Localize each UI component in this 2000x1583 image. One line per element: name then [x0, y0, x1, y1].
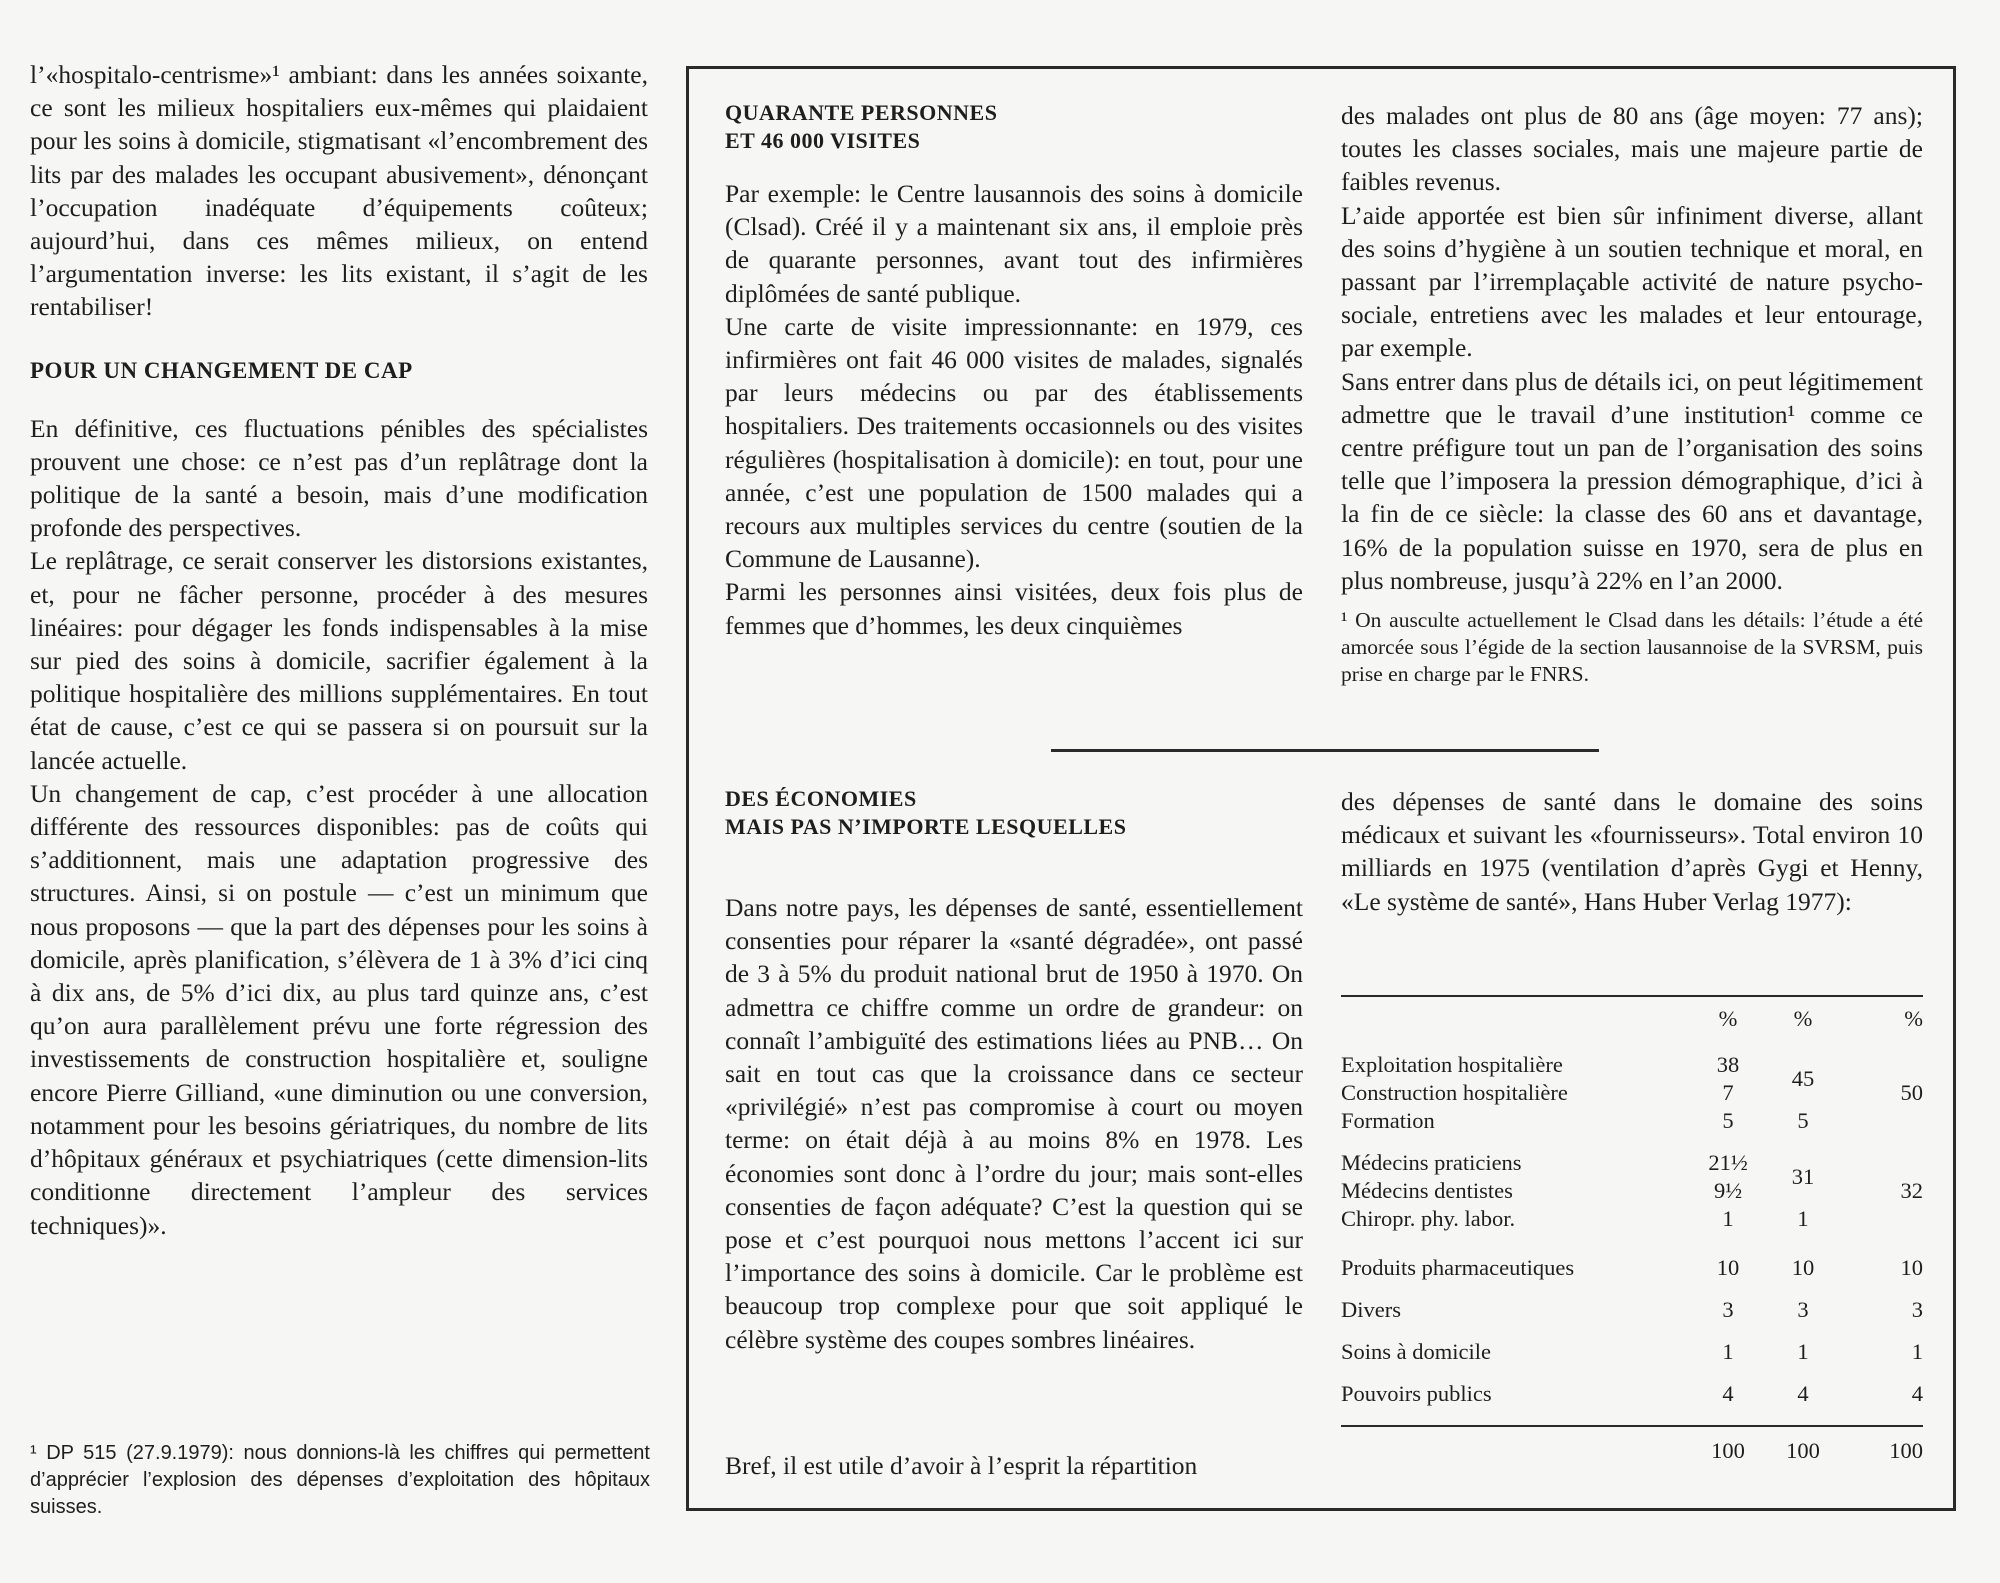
row-label: Médecins praticiens — [1341, 1150, 1522, 1175]
paragraph: Parmi les personnes ainsi visitées, deux fois plus de femmes que d’hommes, les deux cinquièmes — [725, 577, 1303, 640]
paragraph: Une carte de visite impressionnante: en 1979, ces infirmières ont fait 46 000 visites de malades, signalés par leurs médecins ou par des établissements hospitaliers. Des traitements occasionnels ou des visites régulières (hospitalisation à domicile): en tout, pour une année, c’est une population de 1500 malades qui a recours aux multiples services du centre (soutien de la Commune de Lausanne). — [725, 311, 1303, 574]
heading-line: ET 46 000 VISITES — [725, 128, 921, 153]
cell: 1 — [1722, 1206, 1734, 1231]
total-cell: 100 — [1711, 1438, 1745, 1463]
row-label: Divers — [1341, 1297, 1401, 1322]
table-row — [1341, 1247, 1923, 1289]
section-heading-changement-de-cap: POUR UN CHANGEMENT DE CAP — [30, 357, 413, 383]
cell: 1 — [1911, 1339, 1923, 1364]
cell: 1 — [1797, 1206, 1809, 1231]
table-row — [1341, 1107, 1923, 1135]
cell: 3 — [1911, 1297, 1923, 1322]
section2-left-column — [725, 785, 1303, 1356]
cell: 38 — [1716, 1052, 1740, 1077]
paragraph: des dépenses de santé dans le domaine des soins médicaux et suivant les «fournisseurs». Total environ 10 milliards en 1975 (ventilation d’après Gygi et Henny, «Le système de santé», Hans Huber Verlag 1977): — [1341, 787, 1923, 916]
paragraph: Le replâtrage, ce serait conserver les distorsions existantes, et, pour ne fâcher personne, procéder à des mesures linéaires: pour dégager les fonds indispensables à la mise sur pied des soins à domicile, sacrifier également à la politique hospitalière des millions supplémentaires. En tout état de cause, c’est ce qui se passera si on poursuit sur la lancée actuelle. — [30, 546, 648, 775]
cell: 45 — [1791, 1066, 1815, 1091]
column-header: % — [1718, 1006, 1738, 1031]
row-label: Formation — [1341, 1108, 1435, 1133]
section-divider — [1051, 749, 1599, 752]
paragraph: Dans notre pays, les dépenses de santé, essentiellement consenties pour réparer la «santé dégradée», ont passé de 3 à 5% du produit national brut de 1950 à 1970. On admettra ce chiffre comme un ordre de grandeur: on connaît l’ambiguïté des estimations liées au PNB… On sait en tout cas que la croissance dans ce secteur «privilégié» n’est pas compromise à court ou moyen terme: on était déjà à au moins 8% en 1978. Les économies sont donc à l’ordre du jour; mais sont-elles consenties de façon adéquate? C’est la question qui se pose et c’est pourquoi nous mettons l’accent ici sur l’importance des soins à domicile. Car le problème est beaucoup trop complexe pour que soit appliqué le célèbre système des coupes sombres linéaires. — [725, 893, 1303, 1354]
row-label: Construction hospitalière — [1341, 1080, 1568, 1105]
cell: 10 — [1716, 1255, 1740, 1280]
table-row — [1341, 1289, 1923, 1331]
section2-right-column — [1341, 785, 1923, 918]
cell: 21½ — [1708, 1150, 1748, 1175]
table-row — [1341, 1149, 1923, 1177]
total-cell: 100 — [1786, 1438, 1820, 1463]
footnote: ¹ On ausculte actuellement le Clsad dans les détails: l’étude a été amorcée sous l’égide de la section lausannoise de la SVRSM, puis prise en charge par le FNRS. — [1341, 608, 1923, 687]
paragraph: Un changement de cap, c’est procéder à une allocation différente des ressources disponibles: pas de coûts qui s’additionnent, mais une adaptation progressive des structures. Ainsi, si on postule — c’est un minimum que nous proposons — que la part des dépenses pour les soins à domicile, après planification, s’élèvera de 1 à 3% d’ici cinq à dix ans, de 5% d’ici dix, au plus tard quinze ans, c’est qu’on aura parallèlement prévu une forte régression des investissements de construction hospitalière et, souligne encore Pierre Gilliand, «une diminution ou une conversion, notamment pour les besoins gériatriques, du nombre de lits d’hôpitaux généraux et psychiatriques (cette dimension-lits conditionne directement l’ampleur des services techniques)». — [30, 778, 648, 1240]
row-label: Chiropr. phy. labor. — [1341, 1206, 1516, 1231]
cell: 9½ — [1713, 1178, 1743, 1203]
row-label: Soins à domicile — [1341, 1339, 1491, 1364]
column-header: % — [1904, 1006, 1923, 1031]
cell: 1 — [1722, 1339, 1734, 1364]
total-cell: 100 — [1889, 1438, 1923, 1463]
cell: 32 — [1900, 1178, 1923, 1203]
cell: 3 — [1797, 1297, 1809, 1322]
section1-right-column — [1341, 99, 1923, 688]
paragraph: Par exemple: le Centre lausannois des soins à domicile (Clsad). Créé il y a maintenant six ans, il emploie près de quarante personnes, avant tout des infirmières diplômées de santé publique. — [725, 179, 1303, 308]
boxed-inset — [686, 66, 1956, 1511]
expenses-table — [1341, 995, 1923, 1475]
table-row — [1341, 1205, 1923, 1233]
row-label: Médecins dentistes — [1341, 1178, 1513, 1203]
heading-line: QUARANTE PERSONNES — [725, 100, 998, 125]
section-heading-des-economies — [725, 785, 1303, 841]
paragraph: Sans entrer dans plus de détails ici, on peut légitimement admettre que le travail d’une institution¹ comme ce centre préfigure tout un pan de l’organisation des soins telle que l’imposera la pression démographique, d’ici à la fin de ce siècle: la classe des 60 ans et davantage, 16% de la population suisse en 1970, sera de plus en plus nombreuse, jusqu’à 22% en l’an 2000. — [1341, 366, 1923, 595]
cell: 5 — [1722, 1108, 1734, 1133]
table-row — [1341, 1051, 1923, 1079]
paragraph: En définitive, ces fluctuations pénibles des spécialistes prouvent une chose: ce n’est pas d’un replâtrage dont la politique de la santé a besoin, mais d’une modification profonde des perspectives. — [30, 413, 648, 543]
cell: 10 — [1791, 1255, 1815, 1280]
cell: 1 — [1797, 1339, 1809, 1364]
cell: 7 — [1722, 1080, 1734, 1105]
row-label: Pouvoirs publics — [1341, 1381, 1492, 1406]
column-header: % — [1793, 1006, 1813, 1031]
cell: 31 — [1791, 1164, 1815, 1189]
closing-line: Bref, il est utile d’avoir à l’esprit la répartition — [725, 1451, 1198, 1480]
section-heading-quarante-personnes — [725, 99, 1303, 155]
cell: 10 — [1900, 1255, 1923, 1280]
heading-line: MAIS PAS N’IMPORTE LESQUELLES — [725, 814, 1127, 839]
intro-paragraph: l’«hospitalo-centrisme»¹ ambiant: dans les années soixante, ce sont les milieux hospitaliers eux-mêmes qui plaidaient pour les soins à domicile, stigmatisant «l’encombrement des lits par des malades les occupant abusivement», dénonçant l’occupation inadéquate d’équipements coûteux; aujourd’hui, dans ces mêmes milieux, on entend l’argumentation inverse: les lits existant, il s’agit de les rentabiliser! — [30, 60, 648, 322]
paragraph: des malades ont plus de 80 ans (âge moyen: 77 ans); toutes les classes sociales, mais une majeure partie de faibles revenus. — [1341, 101, 1923, 197]
cell: 5 — [1797, 1108, 1809, 1133]
footnote: ¹ DP 515 (27.9.1979): nous donnions-là les chiffres qui permettent d’apprécier l’explosion des dépenses d’exploitation des hôpitaux suisses. — [30, 1442, 650, 1518]
cell: 4 — [1722, 1381, 1734, 1406]
left-column — [30, 58, 648, 1242]
heading-line: DES ÉCONOMIES — [725, 786, 917, 811]
cell: 4 — [1911, 1381, 1923, 1406]
row-label: Produits pharmaceutiques — [1341, 1255, 1575, 1280]
table-row — [1341, 1331, 1923, 1373]
cell: 50 — [1900, 1080, 1923, 1105]
section1-left-column — [725, 99, 1303, 642]
total-row — [1341, 1427, 1923, 1475]
row-label: Exploitation hospitalière — [1341, 1052, 1563, 1077]
cell: 3 — [1722, 1297, 1734, 1322]
paragraph: L’aide apportée est bien sûr infiniment diverse, allant des soins d’hygiène à un soutien technique et moral, en passant par l’irremplaçable activité de nature psycho-sociale, entretiens avec les malades et leur entourage, par exemple. — [1341, 200, 1923, 363]
table-row — [1341, 1373, 1923, 1415]
cell: 4 — [1797, 1381, 1809, 1406]
